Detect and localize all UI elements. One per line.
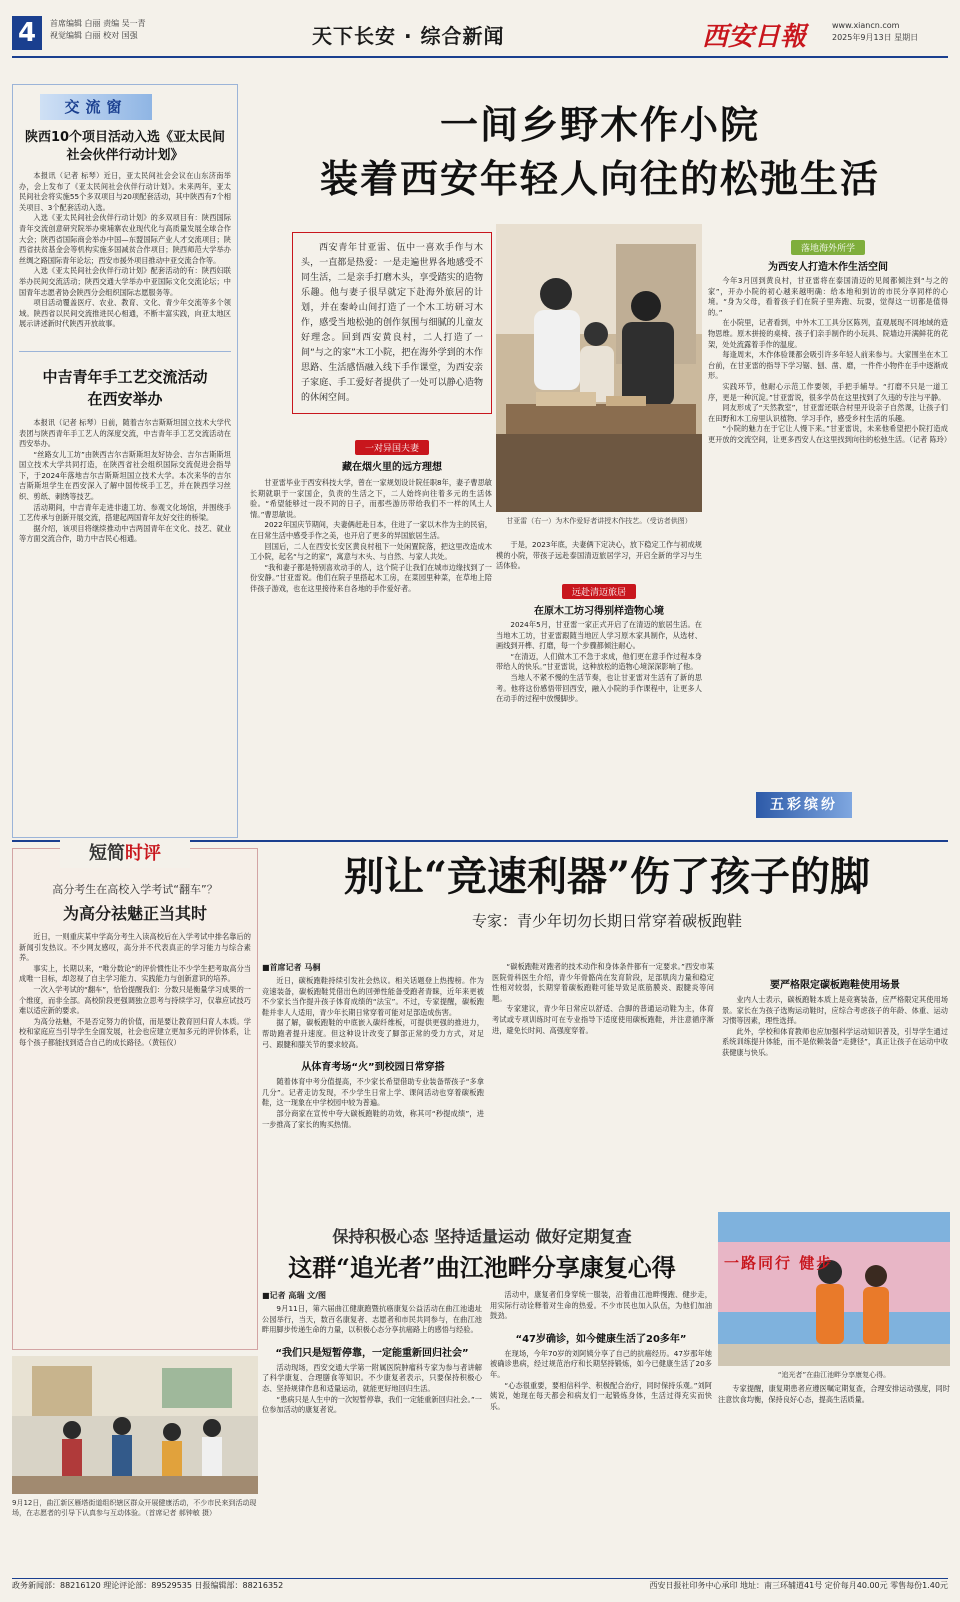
paragraph: “心态很重要，要相信科学、积极配合治疗，同时保持乐观。”刘阿姨说，她现在每天都会和病友们一起锻炼身体，生活过得充实而快乐。 bbox=[490, 1380, 712, 1411]
paragraph: 专家建议，青少年日常应以舒适、合脚的普通运动鞋为主，体育考试或专项训练时可在专业指导下适度使用碳板跑鞋，并注意循序渐进，避免长时间、高强度穿着。 bbox=[492, 1004, 714, 1035]
paragraph: “我和妻子都是特别喜欢动手的人，这个院子让我们在城市边缘找到了一份安静。”甘亚雷说。他们在院子里搭起木工房，在菜园里种菜，在草地上陪伴孩子游戏，也在这里接待来自各地的手作爱好者。 bbox=[250, 562, 492, 593]
paragraph: 甘亚雷毕业于西安科技大学，曾在一家规划设计院任职8年，妻子曹思敏长期就职于一家国企，负责的生活之下，二人始终向往着多元的生活体验。“希望能够过一段不同的日子，而那些游历带给我们不一样的风土人情。”曹思敏说。 bbox=[250, 478, 492, 519]
paragraph: 于是，2023年底，夫妻俩下定决心，放下稳定工作与初成规模的小院，带孩子远赴泰国清迈旅居学习，开启全新的学习与生活体验。 bbox=[496, 540, 702, 571]
health-headline: 这群“追光者”曲江池畔分享康复心得 bbox=[288, 1253, 676, 1282]
paragraph: 回国后，二人在西安长安区黄良村租下一处闲置院落，把这里改造成木工小院，起名“与之的家”，寓意与木头、与自然、与家人共处。 bbox=[250, 541, 492, 562]
lead-text: 西安青年甘亚雷、伍中一喜欢手作与木头，一直都是热爱：一是走遍世界各地感受不同生活，二是亲手打磨木头，享受踏实的造物乐趣。他与妻子很早就定下赴海外旅居的计划，并在秦岭山间打造了一个木工坊研习木作，感受当地松弛的创作氛围与细腻的儿童友好理念。回到西安黄良村，二人打造了一间“与之的家”木工小院，把在海外学到的木作思路、生活感悟融入线下手作课堂，为西安亲子家庭、手工爱好者提供了一处可以静心造物的休闲空间。 bbox=[301, 243, 483, 403]
paragraph: 部分商家在宣传中夸大碳板跑鞋的功效，称其可“秒提成绩”，进一步推高了家长的购买热情。 bbox=[262, 1108, 484, 1129]
issue-date: 2025年9月13日 星期日 bbox=[832, 33, 919, 42]
paragraph: 实践环节，他耐心示范工作要领，手把手辅导。“打磨不只是一道工序，更是一种沉淀。”甘亚雷说，很多学员在这里找到了久违的专注与平静。 bbox=[708, 381, 948, 402]
sub3-body bbox=[708, 276, 952, 446]
footer-contacts: 政务新闻部：88216120 理论评论部：89529535 日报编辑部：88216352 bbox=[12, 1581, 284, 1590]
site-url[interactable]: www.xiancn.com bbox=[832, 21, 900, 30]
lead-box bbox=[292, 232, 492, 414]
sub3-header bbox=[708, 236, 948, 273]
paragraph: 活动中，康复者们身穿统一服装，沿着曲江池畔慢跑、健步走，用实际行动诠释着对生命的热爱。不少市民也加入队伍，为他们加油鼓劲。 bbox=[490, 1290, 712, 1321]
paragraph: 据介绍，该项目将继续推动中吉两国青年在文化、技艺、就业等方面交流合作，助力中吉民心相通。 bbox=[19, 523, 231, 544]
health-banner: 一路同行 健步 bbox=[724, 1254, 834, 1272]
sub2-body bbox=[496, 620, 702, 705]
newspaper-logo: 西安日報 bbox=[702, 22, 807, 52]
sports-subhead-2: 要严格限定碳板跑鞋使用场景 bbox=[770, 980, 900, 991]
commentary-kicker: 高分考生在高校入学考试“翻车”？ bbox=[52, 883, 218, 896]
headline bbox=[250, 98, 950, 206]
paragraph: 近日，碳板跑鞋持续引发社会热议。相关话题登上热搜榜。作为竞速装备，碳板跑鞋凭借出色的回弹性能备受跑者青睐，近年来更被不少家长当作提升孩子体育成绩的“法宝”。不过，专家提醒，碳板跑鞋并非人人适用，青少年长期日常穿着可能对足部造成伤害。 bbox=[262, 976, 484, 1017]
paragraph: 同友形成了“天然教室”，甘亚雷还联合村里开设亲子自然课，让孩子们在田野和木工房里认识植物、学习手作，感受乡村生活的乐趣。 bbox=[708, 403, 948, 423]
story2-body bbox=[19, 418, 231, 545]
health-col-3 bbox=[718, 1384, 950, 1405]
wucai-banner: 五彩缤纷 bbox=[756, 792, 852, 818]
sub3-banner: 落地海外所学 bbox=[791, 240, 865, 255]
site-info bbox=[832, 20, 918, 44]
sports-col-2 bbox=[492, 962, 714, 1036]
sports-col-1 bbox=[262, 962, 484, 1130]
sub1-title: 藏在烟火里的远方理想 bbox=[342, 462, 442, 473]
sub2-banner: 远赴清迈旅居 bbox=[562, 584, 636, 599]
commentary-box bbox=[12, 848, 258, 1350]
paragraph: 当地人不紧不慢的生活节奏，也让甘亚雷对生活有了新的思考。他将这份感悟带回西安，融入小院的手作课程中，让更多人在动手的过程中放慢脚步。 bbox=[496, 672, 702, 704]
paragraph: 本报讯（记者 标琴）近日，亚太民间社会会议在山东济南举办，会上发布了《亚太民间社会伙伴行动计划》。未来两年，亚太民间社会将实施55个多双项目与20项配套活动，其中陕西有7个相关项目、3个配套活动入选。 bbox=[19, 171, 231, 212]
health-subhead-1: “我们只是短暂停靠，一定能重新回归社会” bbox=[275, 1347, 469, 1359]
paragraph: “患病只是人生中的一次短暂停靠，我们一定能重新回归社会。”一位参加活动的康复者说。 bbox=[262, 1394, 482, 1415]
paragraph: 此外，学校和体育教师也应加强科学运动知识普及，引导学生通过系统训练提升体能，而不是依赖装备“走捷径”，真正让孩子在运动中收获健康与快乐。 bbox=[722, 1026, 948, 1057]
paragraph: 随着体育中考分值提高，不少家长希望借助专业装备帮孩子“多拿几分”。记者走访发现，不少学生日常上学、课间活动也穿着碳板跑鞋，这一现象在中学校园中较为普遍。 bbox=[262, 1077, 484, 1108]
sub2-intro bbox=[496, 540, 702, 572]
column-flag: 交流窗 bbox=[40, 94, 152, 120]
paragraph: 一次入学考试的“翻车”，恰恰提醒我们：分数只是衡量学习成果的一个维度，而非全部。高校阶段更强调独立思考与持续学习，仅靠应试技巧难以适应新的要求。 bbox=[19, 984, 251, 1016]
commentary-label: 短简 bbox=[89, 843, 125, 864]
paragraph: 近日，一则重庆某中学高分考生入读高校后在入学考试中排名靠后的新闻引发热议。不少网友感叹，高分并不代表真正的学习能力与综合素养。 bbox=[19, 932, 251, 963]
footer-printing: 西安日报社印务中心承印 地址：南三环辅道41号 定价每月40.00元 零售每份1.40元 bbox=[649, 1581, 948, 1590]
health-kicker: 保持积极心态 坚持适量运动 做好定期复查 bbox=[332, 1227, 632, 1246]
paragraph: 入选《亚太民间社会伙伴行动计划》的多双项目有：陕西国际青年交流创意研究院举办柬埔寨农业现代化与高质量发展全球合作大会；陕西省国际商会举办中国—东盟国际产业人才交流项目；陕西省扶贫基金会等机构实施多国减贫合作项目；陕西师范大学举办丝绸之路国际青年论坛；西安市援外项目推动中亚交流合作等。 bbox=[19, 213, 231, 265]
paragraph: 在小院里，记者看到，中外木工工具分区陈列，直观展现不同地域的造物思维。原木拼接的桌椅、孩子们亲手制作的小玩具、院墙边开满鲜花的花架，处处流露着手作的温度。 bbox=[708, 318, 948, 349]
page-number: 4 bbox=[12, 16, 42, 50]
health-photo bbox=[718, 1212, 950, 1366]
masthead bbox=[12, 14, 948, 58]
health-subhead-2: “47岁确诊，如今健康生活了20多年” bbox=[515, 1333, 687, 1345]
paragraph: 活动现场，西安交通大学第一附属医院肿瘤科专家为参与者讲解了科学康复、合理膳食等知识。不少康复者表示，只要保持积极心态、坚持规律作息和适量运动，就能更好地回归生活。 bbox=[262, 1362, 482, 1393]
staff-line-1: 首席编辑 白丽 责编 吴一青 bbox=[50, 19, 146, 28]
paragraph: 活动期间，中吉青年走进非遗工坊、参观文化场馆，并围绕手工艺传承与创新开展交流，搭建起两国青年友好交往的桥梁。 bbox=[19, 502, 231, 523]
sub2-header bbox=[496, 580, 702, 617]
paragraph: 为高分祛魅，不是否定努力的价值，而是要让教育回归育人本质。学校和家庭应当引导学生全面发展，社会也应建立更加多元的评价体系，让每个孩子都能找到适合自己的成长路径。（黄钰仪） bbox=[19, 1016, 251, 1047]
paragraph: 据了解，碳板跑鞋的中底嵌入碳纤维板，可提供更强的推进力，帮助跑者提升速度。但这种设计改变了脚部正常的受力方式，对足弓、跟腱和膝关节的要求较高。 bbox=[262, 1018, 484, 1049]
sub3-title: 为西安人打造木作生活空间 bbox=[768, 262, 888, 273]
paragraph: 项目活动覆盖医疗、农业、教育、文化、青少年交流等多个领域。陕西省以民间交流推进民心相通，不断丰富实践，向亚太地区展示讲述新时代陕西开放故事。 bbox=[19, 298, 231, 329]
paragraph: 专家提醒，康复期患者应遵医嘱定期复查，合理安排运动强度，同时注意饮食均衡，保持良好心态，提高生活质量。 bbox=[718, 1384, 950, 1404]
event-illustration bbox=[12, 1356, 258, 1494]
commentary-flag bbox=[60, 840, 190, 868]
woodwork-photo bbox=[496, 224, 702, 512]
headline-line-1: 一间乡野木作小院 bbox=[439, 102, 760, 147]
sports-headline: 别让“竞速利器”伤了孩子的脚 bbox=[343, 853, 870, 900]
staff-line-2: 视觉编辑 白丽 校对 国强 bbox=[50, 31, 138, 40]
paragraph: “小院的魅力在于它让人慢下来。”甘亚雷说，未来他希望把小院打造成更开放的交流空间，让更多西安人在这里找到向往的松弛生活。（记者 陈玲） bbox=[708, 424, 952, 444]
paragraph: 事实上，长期以来，“唯分数论”的评价惯性让不少学生把考取高分当成唯一目标，却忽视了自主学习能力、实践能力与创新意识的培养。 bbox=[19, 963, 251, 984]
paragraph: “在清迈，人们做木工不急于求成，他们更在意手作过程本身带给人的快乐。”甘亚雷说，这种放松的造物心境深深影响了他。 bbox=[496, 651, 702, 672]
staff-credits bbox=[50, 18, 146, 42]
health-photo-caption: “追光者”在曲江池畔分享康复心得。 bbox=[777, 1371, 891, 1379]
sub1-banner: 一对异国夫妻 bbox=[355, 440, 429, 455]
commentary-title: 为高分祛魅正当其时 bbox=[62, 904, 207, 923]
commentary-label-accent: 时评 bbox=[125, 843, 161, 864]
paragraph: “碳板跑鞋对跑者的技术动作和身体条件都有一定要求。”西安市某医院骨科医生介绍，青少年骨骼尚在发育阶段，足部肌肉力量和稳定性相对较弱，长期穿着碳板跑鞋可能导致足底筋膜炎、跟腱炎等问题。 bbox=[492, 962, 714, 1003]
sub2-title: 在原木工坊习得别样造物心境 bbox=[534, 606, 664, 617]
paragraph: 9月11日，第六届曲江健康跑暨抗癌康复公益活动在曲江池遗址公园举行，当天，数百名康复者、志愿者和市民共同参与，在曲江池畔用脚步传递生命的力量，以积极心态分享抗癌路上的感悟与经验。 bbox=[262, 1304, 482, 1335]
sports-subtitle: 专家：青少年切勿长期日常穿着碳板跑鞋 bbox=[471, 912, 742, 930]
event-photo bbox=[12, 1356, 258, 1494]
paragraph: 每逢周末，木作体验课都会吸引许多年轻人前来参与。大家围坐在木工台前，在甘亚雷的指导下学习锯、刨、凿、磨，一件件小物件在手中逐渐成形。 bbox=[708, 350, 948, 381]
health-byline: ■记者 高瑞 文/图 bbox=[262, 1291, 327, 1300]
sports-col-3 bbox=[722, 962, 948, 1059]
paragraph: “丝路女儿工坊”由陕西吉尔吉斯斯坦友好协会、吉尔吉斯斯坦国立技术大学共同打造，在陕西省社会组织国际交流促进会指导下，于2024年落地吉尔吉斯斯坦国立技术大学。本次来华的吉尔吉斯斯坦学生在西安深入了解中国传统手工艺，并在陕西学习丝织、剪纸、刺绣等技艺。 bbox=[19, 449, 231, 502]
footer bbox=[12, 1578, 948, 1594]
left-column bbox=[12, 84, 238, 838]
health-illustration bbox=[718, 1212, 950, 1366]
paragraph: 今年3月回到黄良村，甘亚雷将在泰国清迈的见闻都倾注到“与之的家”，开办小院的初心越来越明确：给本地和到访的市民分享同样的心境。“身为父母，看着孩子们在院子里奔跑、玩耍，觉得这一切都是值得的。” bbox=[708, 276, 948, 317]
paragraph: 入选《亚太民间社会伙伴行动计划》配套活动的有：陕西妇联举办民间交流活动；陕西交通大学举办中亚国际文化交流论坛；中国青年志愿者协会陕西分会组织国际志愿服务等。 bbox=[19, 266, 231, 297]
sub1-header bbox=[292, 436, 492, 473]
sub1-body bbox=[250, 478, 492, 595]
story1-body bbox=[19, 171, 231, 330]
paragraph: 2022年国庆节期间，夫妻俩赶赴日本，住进了一家以木作为主的民宿，在日常生活中感受手作之美，也开启了更多的异国旅居生活。 bbox=[250, 520, 492, 540]
section-title: 天下长安 · 综合新闻 bbox=[312, 24, 505, 48]
story1-title: 陕西10个项目活动入选《亚太民间社会伙伴行动计划》 bbox=[24, 130, 226, 163]
paragraph: 业内人士表示，碳板跑鞋本质上是竞赛装备，应严格限定其使用场景。家长在为孩子选购运动鞋时，应综合考虑孩子的年龄、体重、运动习惯等因素，理性选择。 bbox=[722, 995, 948, 1026]
paragraph: 2024年5月，甘亚雷一家正式开启了在清迈的旅居生活。在当地木工坊，甘亚雷跟随当地匠人学习原木家具制作，从选材、画线到开榫、打磨，每一个步骤都倾注耐心。 bbox=[496, 620, 702, 651]
story2-title: 中吉青年手工艺交流活动在西安举办 bbox=[42, 367, 208, 408]
event-photo-caption: 9月12日，曲江新区雁塔街道组织辖区群众开展健康活动，不少市民来到活动现场，在志愿者的引导下认真参与互动体验。（首席记者 郝钟敏 摄） bbox=[12, 1499, 257, 1517]
health-col-2 bbox=[490, 1290, 712, 1412]
paragraph: 本报讯（记者 标琴）日前，随着吉尔吉斯斯坦国立技术大学代表团与陕西青年手工艺人的深度交流，中吉青年手工艺交流活动在西安举办。 bbox=[19, 417, 231, 449]
headline-line-2: 装着西安年轻人向往的松弛生活 bbox=[319, 156, 880, 201]
photo-caption: 甘亚雷（右一）为木作爱好者讲授木作技艺。（受访者供图） bbox=[506, 517, 692, 525]
sports-byline: ■首席记者 马桐 bbox=[262, 963, 321, 972]
woodwork-illustration bbox=[496, 224, 702, 512]
paragraph: 在现场，今年70岁的刘阿姨分享了自己的抗癌经历。47岁那年她被确诊患病，经过规范治疗和长期坚持锻炼，如今已健康生活了20多年。 bbox=[490, 1348, 712, 1379]
sports-subhead-1: 从体育考场“火”到校园日常穿搭 bbox=[301, 1062, 445, 1074]
health-col-1 bbox=[262, 1290, 482, 1416]
